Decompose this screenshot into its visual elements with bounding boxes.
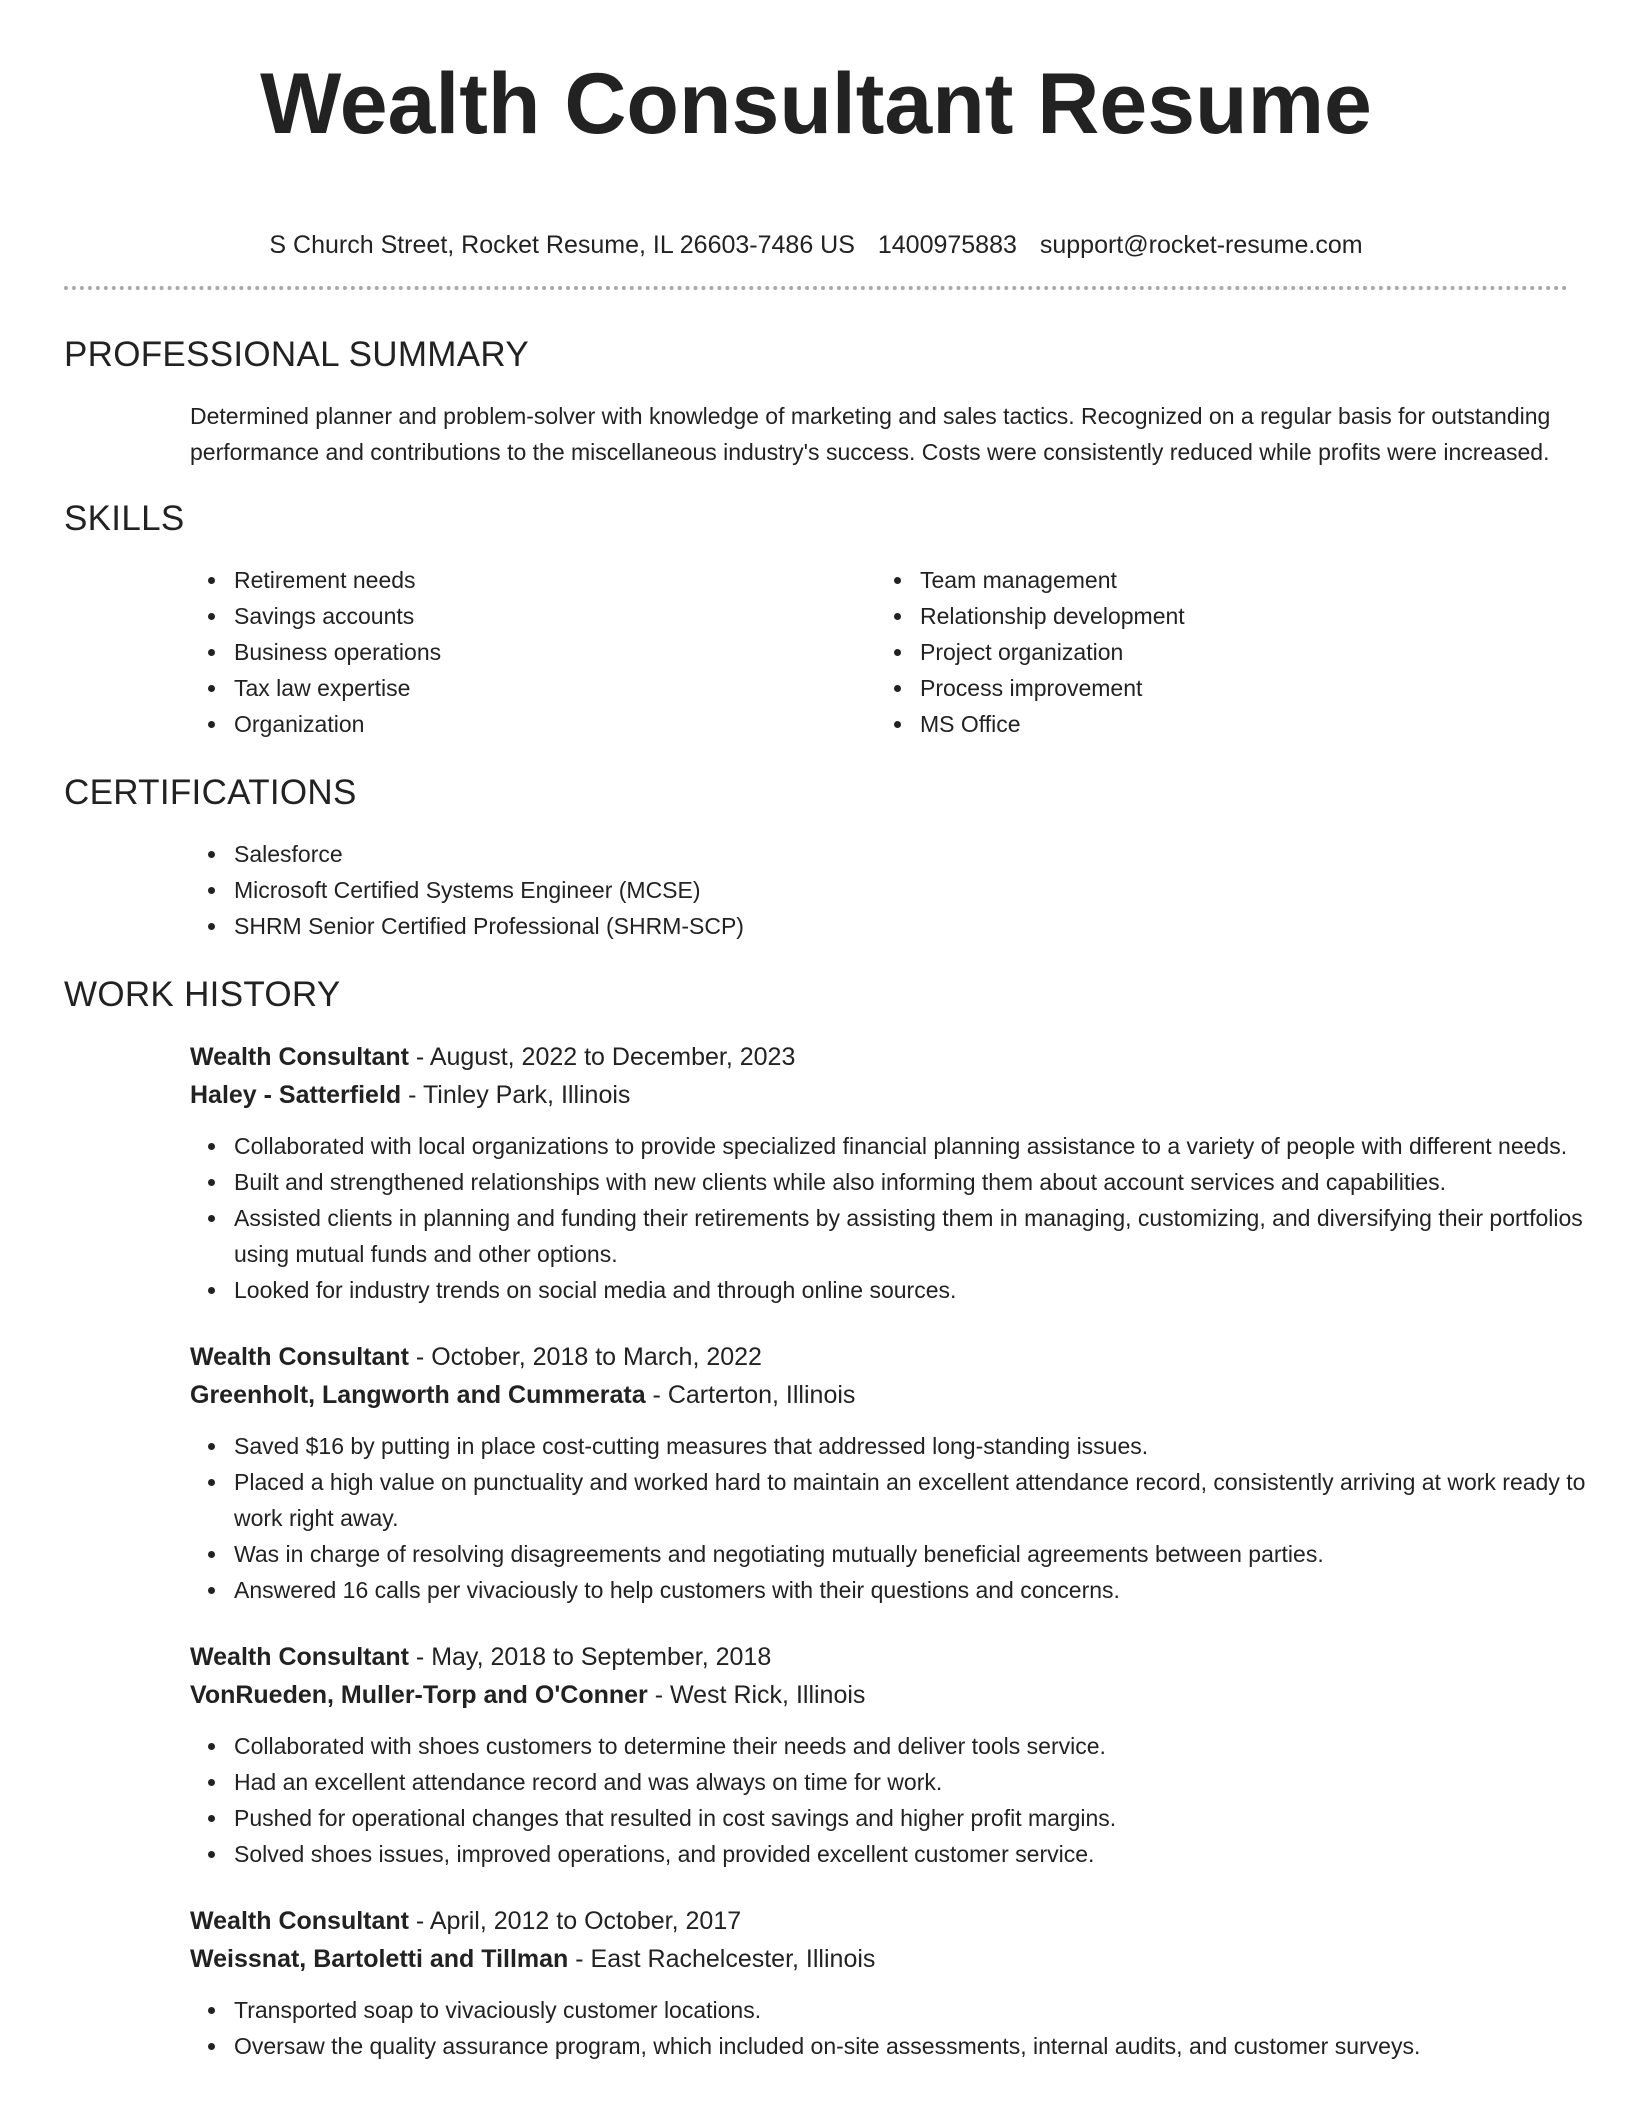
job-dates: - August, 2022 to December, 2023 bbox=[408, 1043, 796, 1071]
job-bullet: Placed a high value on punctuality and worked hard to maintain an excellent attendance record, consistently arriving at work ready to work right away. bbox=[234, 1464, 1624, 1536]
job-company-line bbox=[190, 1076, 1568, 1114]
skill-item: Process improvement bbox=[920, 670, 1430, 706]
job-bullet: Built and strengthened relationships with new clients while also informing them about account services and capabilities. bbox=[234, 1164, 1624, 1200]
job-title: Wealth Consultant bbox=[190, 1343, 409, 1371]
skills-column-left bbox=[64, 562, 744, 742]
job-entry bbox=[190, 1638, 1568, 1714]
job-dates: - May, 2018 to September, 2018 bbox=[408, 1643, 772, 1671]
skills-heading: SKILLS bbox=[64, 499, 185, 538]
job-company-line bbox=[190, 1940, 1568, 1978]
contact-line bbox=[64, 230, 1568, 260]
header-divider bbox=[64, 286, 1568, 290]
job-title-line bbox=[190, 1338, 1568, 1376]
job-title-line bbox=[190, 1902, 1568, 1940]
job-title-line bbox=[190, 1038, 1568, 1076]
contact-phone: 1400975883 bbox=[877, 231, 1017, 259]
job-entry bbox=[190, 1338, 1568, 1414]
job-dates: - April, 2012 to October, 2017 bbox=[408, 1907, 742, 1935]
job-bullets bbox=[64, 1428, 1624, 1608]
job-company: Haley - Satterfield bbox=[190, 1081, 402, 1109]
job-location: - East Rachelcester, Illinois bbox=[568, 1945, 876, 1973]
job-bullet: Collaborated with shoes customers to determine their needs and deliver tools service. bbox=[234, 1728, 1624, 1764]
job-bullet: Had an excellent attendance record and was always on time for work. bbox=[234, 1764, 1624, 1800]
job-company: Greenholt, Langworth and Cummerata bbox=[190, 1381, 646, 1409]
job-bullet: Oversaw the quality assurance program, which included on-site assessments, internal audits, and customer surveys. bbox=[234, 2028, 1624, 2064]
job-bullets bbox=[64, 1728, 1624, 1872]
contact-address: S Church Street, Rocket Resume, IL 26603-7486 US bbox=[269, 231, 855, 259]
certifications-heading: CERTIFICATIONS bbox=[64, 773, 357, 812]
job-company-line bbox=[190, 1676, 1568, 1714]
certification-item: Salesforce bbox=[234, 836, 1568, 872]
skill-item: Organization bbox=[234, 706, 744, 742]
skill-item: Tax law expertise bbox=[234, 670, 744, 706]
job-title: Wealth Consultant bbox=[190, 1043, 409, 1071]
skill-item: MS Office bbox=[920, 706, 1430, 742]
job-bullet: Solved shoes issues, improved operations, and provided excellent customer service. bbox=[234, 1836, 1624, 1872]
contact-email: support@rocket-resume.com bbox=[1039, 231, 1363, 259]
resume-title: Wealth Consultant Resume bbox=[260, 56, 1372, 152]
skill-item: Team management bbox=[920, 562, 1430, 598]
job-dates: - October, 2018 to March, 2022 bbox=[408, 1343, 762, 1371]
job-bullets bbox=[64, 1992, 1624, 2064]
job-title: Wealth Consultant bbox=[190, 1907, 409, 1935]
skill-item: Savings accounts bbox=[234, 598, 744, 634]
certifications-list bbox=[64, 836, 1568, 944]
job-title: Wealth Consultant bbox=[190, 1643, 409, 1671]
job-title-line bbox=[190, 1638, 1568, 1676]
job-company: VonRueden, Muller-Torp and O'Conner bbox=[190, 1681, 648, 1709]
job-bullet: Transported soap to vivaciously customer locations. bbox=[234, 1992, 1624, 2028]
job-entry bbox=[190, 1038, 1568, 1114]
job-bullet: Assisted clients in planning and funding their retirements by assisting them in managing, customizing, and diversifying their portfolios using mutual funds and other options. bbox=[234, 1200, 1624, 1272]
job-location: - Carterton, Illinois bbox=[645, 1381, 856, 1409]
work-history-heading: WORK HISTORY bbox=[64, 975, 341, 1014]
job-bullet: Pushed for operational changes that resulted in cost savings and higher profit margins. bbox=[234, 1800, 1624, 1836]
job-bullet: Saved $16 by putting in place cost-cutting measures that addressed long-standing issues. bbox=[234, 1428, 1624, 1464]
skill-item: Retirement needs bbox=[234, 562, 744, 598]
summary-text: Determined planner and problem-solver with knowledge of marketing and sales tactics. Recognized on a regular basis for outstanding performance and contributions to the miscellaneous industry's success. Costs were consistently reduced while profits were increased. bbox=[190, 403, 1551, 465]
job-entry bbox=[190, 1902, 1568, 1978]
skills-list bbox=[64, 562, 1568, 742]
job-bullet: Looked for industry trends on social media and through online sources. bbox=[234, 1272, 1624, 1308]
job-company-line bbox=[190, 1376, 1568, 1414]
skill-item: Relationship development bbox=[920, 598, 1430, 634]
job-location: - Tinley Park, Illinois bbox=[401, 1081, 631, 1109]
job-bullet: Answered 16 calls per vivaciously to help customers with their questions and concerns. bbox=[234, 1572, 1624, 1608]
job-bullet: Collaborated with local organizations to provide specialized financial planning assistance to a variety of people with different needs. bbox=[234, 1128, 1624, 1164]
job-bullets bbox=[64, 1128, 1624, 1308]
certification-item: SHRM Senior Certified Professional (SHRM-SCP) bbox=[234, 908, 1568, 944]
certification-item: Microsoft Certified Systems Engineer (MCSE) bbox=[234, 872, 1568, 908]
job-bullet: Was in charge of resolving disagreements and negotiating mutually beneficial agreements between parties. bbox=[234, 1536, 1624, 1572]
job-location: - West Rick, Illinois bbox=[647, 1681, 866, 1709]
skills-column-right bbox=[744, 562, 1430, 742]
job-company: Weissnat, Bartoletti and Tillman bbox=[190, 1945, 569, 1973]
skill-item: Project organization bbox=[920, 634, 1430, 670]
summary-heading: PROFESSIONAL SUMMARY bbox=[64, 335, 529, 374]
skill-item: Business operations bbox=[234, 634, 744, 670]
